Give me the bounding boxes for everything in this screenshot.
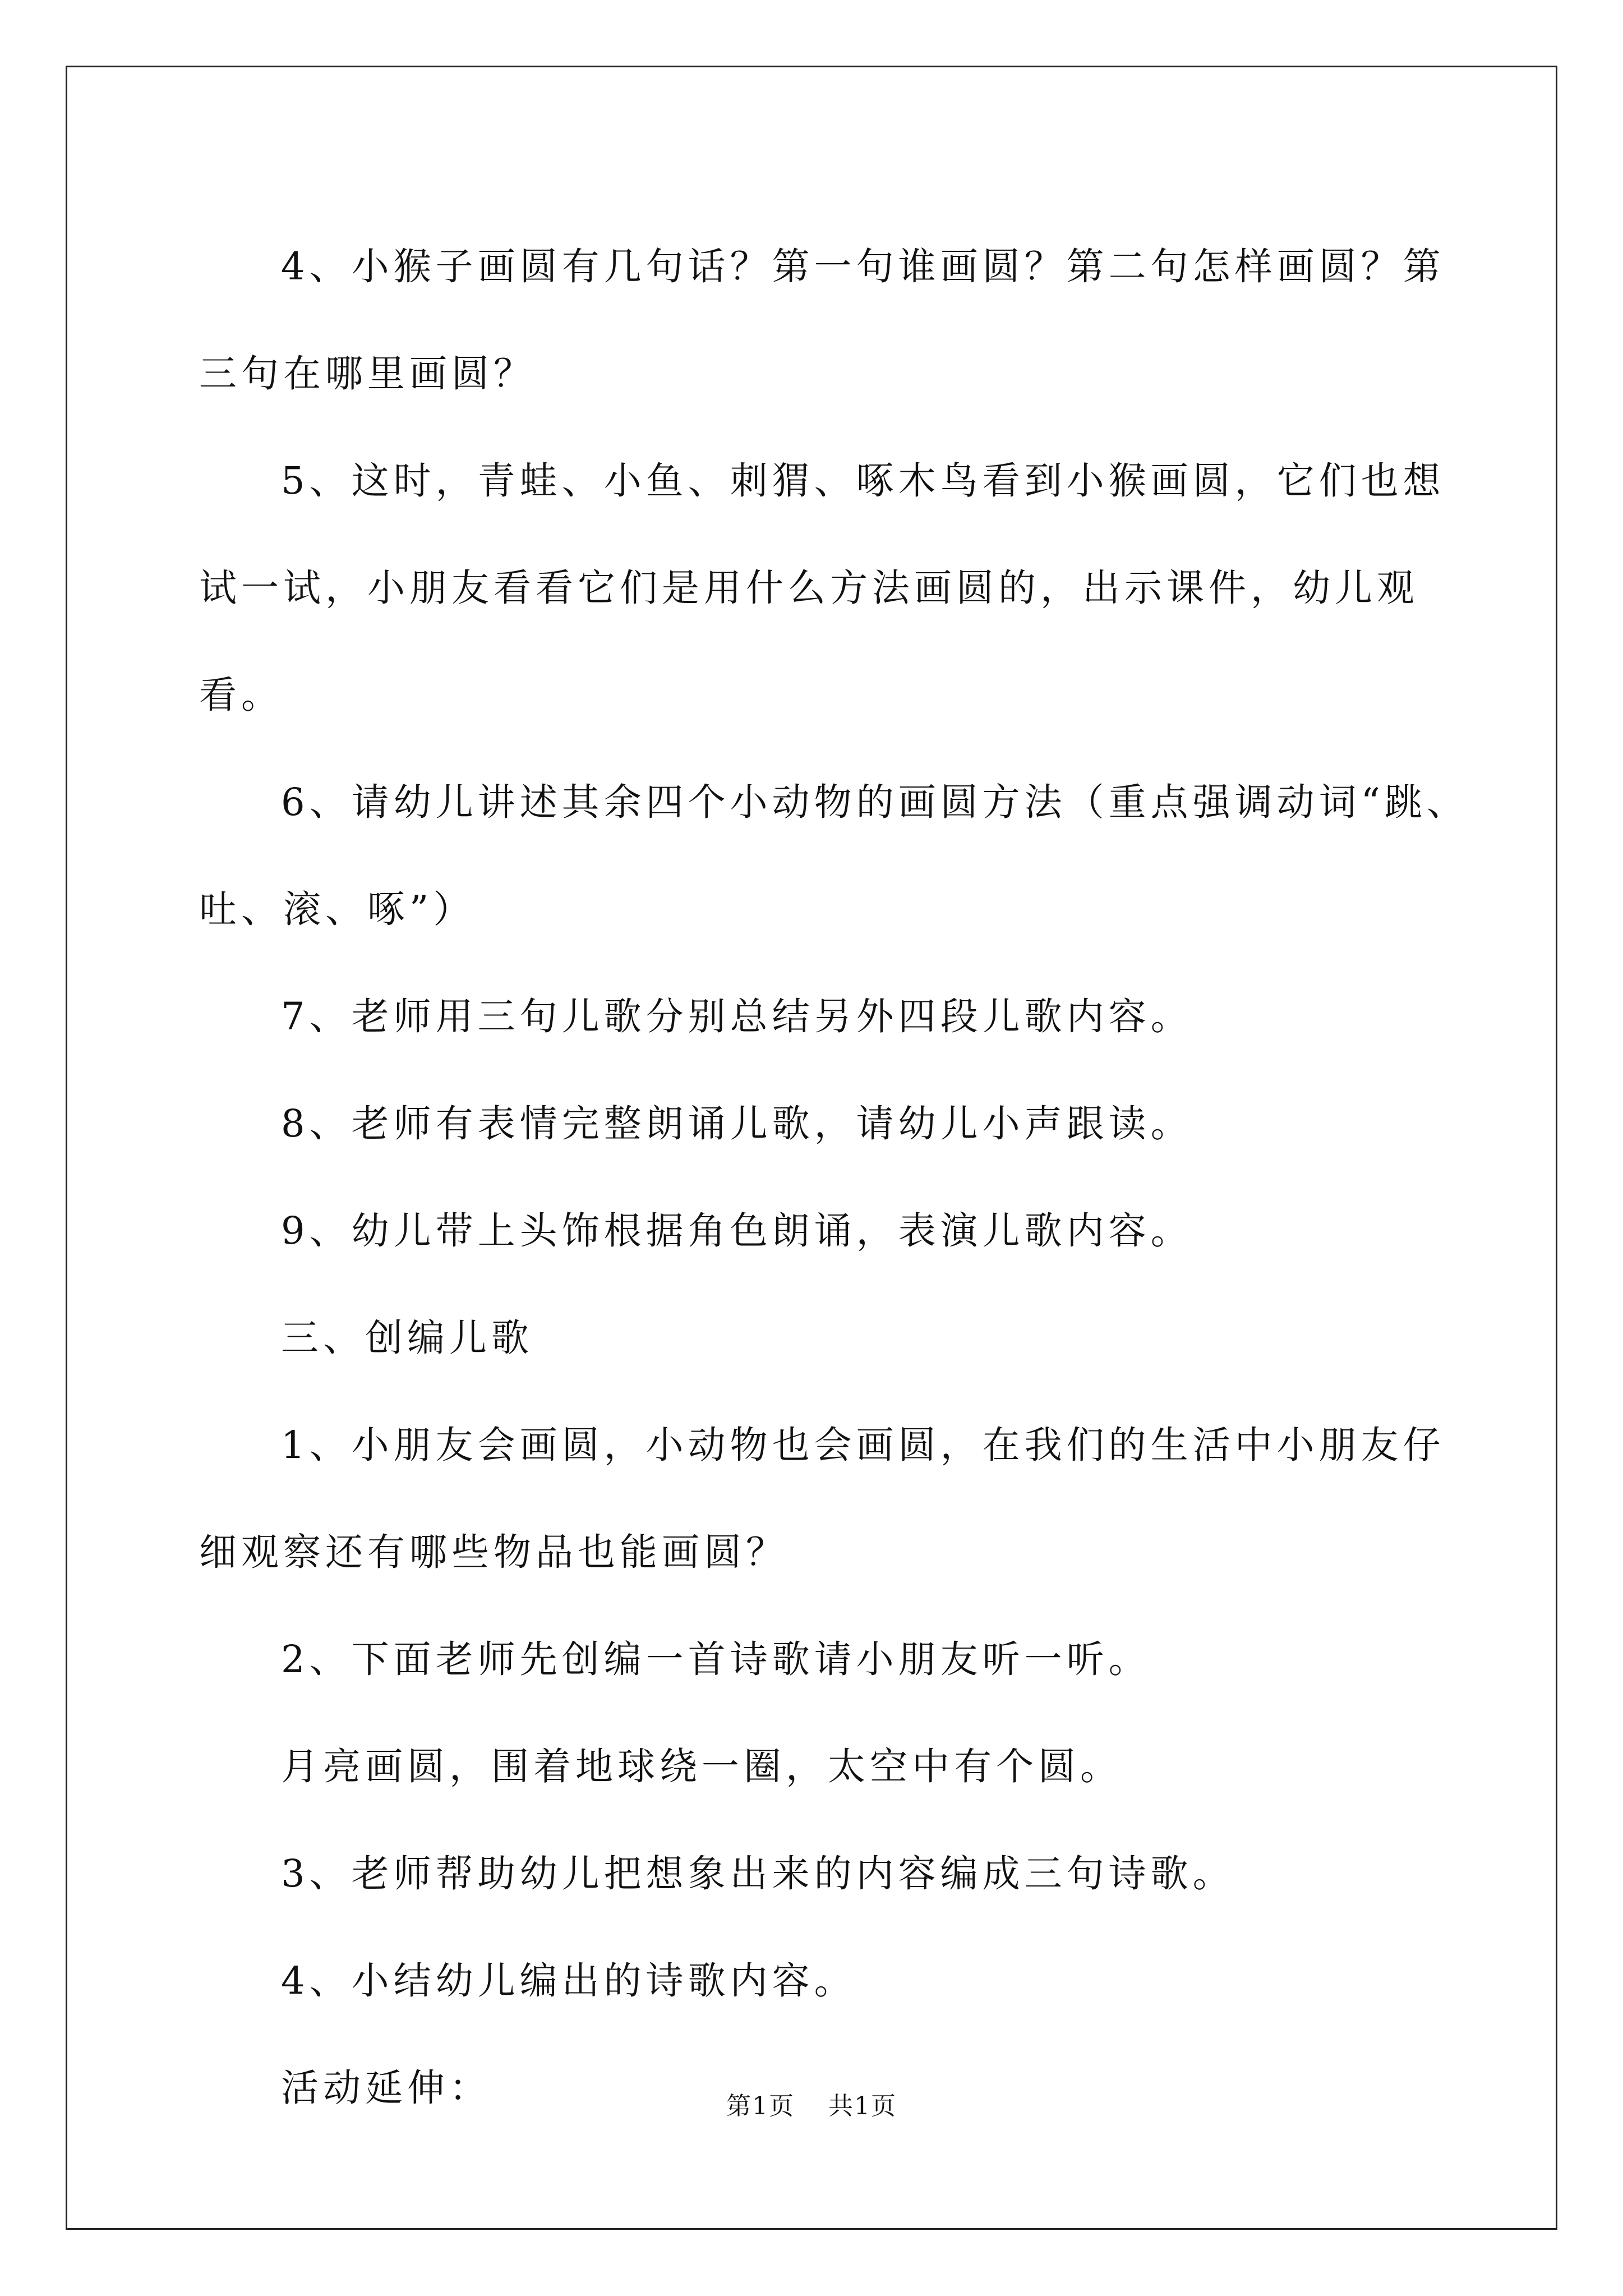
section-heading-extension: 活动延伸： [281,2066,491,2110]
paragraph-create-step-4: 4、小结幼儿编出的诗歌内容。 [281,1959,856,2003]
paragraph-create-step-1: 1、小朋友会画圆，小动物也会画圆，在我们的生活中小朋友仔细观察还有哪些物品也能画圆？ [199,1423,1445,1574]
paragraph-create-step-2: 2、下面老师先创编一首诗歌请小朋友听一听。 [281,1637,1151,1681]
page-footer [0,2086,1623,2122]
paragraph-step-6: 6、请幼儿讲述其余四个小动物的画圆方法（重点强调动词“跳、吐、滚、啄”） [199,780,1469,931]
paragraph-step-9: 9、幼儿带上头饰根据角色朗诵，表演儿歌内容。 [281,1209,1193,1253]
paragraph-create-step-3: 3、老师帮助幼儿把想象出来的内容编成三句诗歌。 [281,1852,1235,1895]
paragraph-step-5: 5、这时，青蛙、小鱼、刺猬、啄木鸟看到小猴画圆，它们也想试一试，小朋友看看它们是用什么方法画圆的，出示课件，幼儿观看。 [199,459,1445,717]
paragraph-step-4: 4、小猴子画圆有几句话？第一句谁画圆？第二句怎样画圆？第三句在哪里画圆？ [199,245,1445,395]
page-number-current: 第1页 [726,2092,795,2120]
document-body [199,213,1478,2142]
paragraph-step-7: 7、老师用三句儿歌分别总结另外四段儿歌内容。 [281,995,1193,1038]
section-heading-create-song: 三、创编儿歌 [281,1316,533,1360]
paragraph-step-8: 8、老师有表情完整朗诵儿歌，请幼儿小声跟读。 [281,1102,1193,1145]
page-number-total: 共1页 [828,2092,897,2120]
poem-line: 月亮画圆，围着地球绕一圈，太空中有个圆。 [281,1745,1122,1788]
